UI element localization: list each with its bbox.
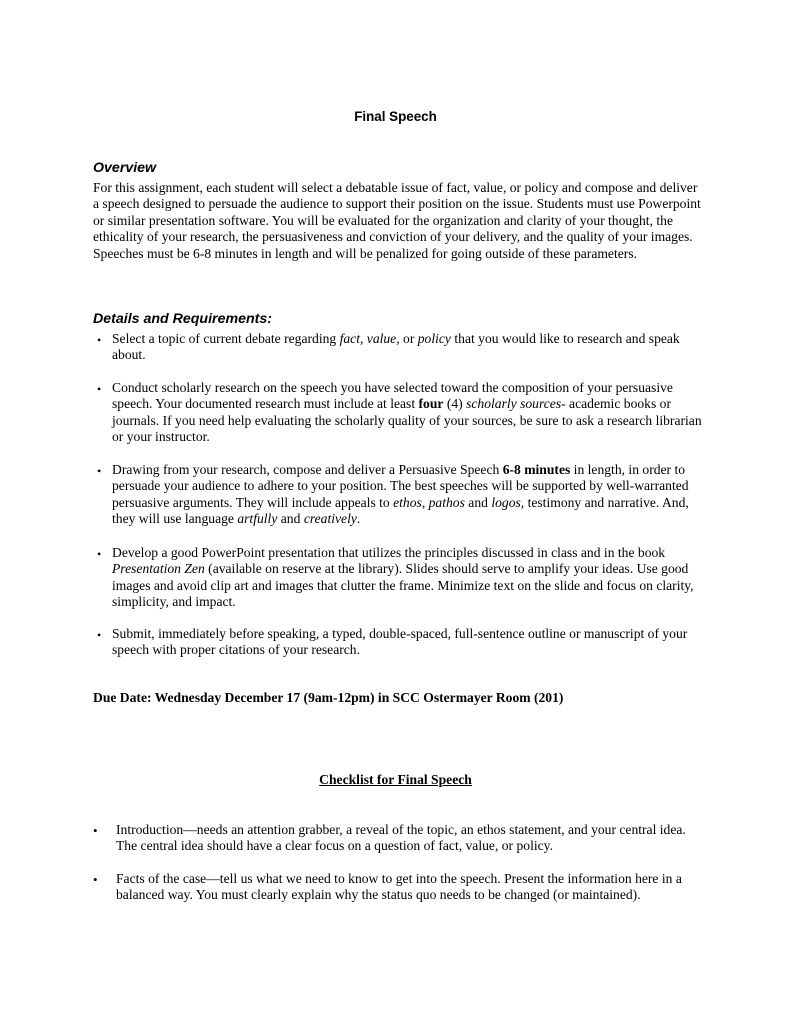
requirement-emphasis: value, <box>366 331 400 346</box>
bullet-icon: • <box>93 872 98 887</box>
requirement-text: and <box>464 494 492 510</box>
requirement-text: academic books or journals. If you need help evaluating the scholarly quality of your sources, be sure to ask a research librarian or your instructor. <box>112 396 702 445</box>
requirement-item-research <box>112 380 706 446</box>
checklist-item-facts: Facts of the case—tell us what we need to know to get into the speech. Present the information here in a balanced way. You must clearly explain why the status quo needs to be changed (or maintained). <box>116 871 682 903</box>
requirement-text: in length, in order to persuade your audience to adhere to your position. The best speeches will be supported by well-warranted persuasive arguments. They will include appeals to <box>112 462 689 510</box>
checklist-item-introduction: Introduction—needs an attention grabber, a reveal of the topic, an ethos statement, and your central idea. The central idea should have a clear focus on a question of fact, value, or policy. <box>116 822 686 854</box>
due-date: Due Date: Wednesday December 17 (9am-12pm) in SCC Ostermayer Room (201) <box>93 690 564 705</box>
requirement-strong: 6-8 minutes <box>502 462 571 477</box>
requirement-text: . <box>356 511 361 527</box>
requirement-emphasis: artfully <box>237 511 278 527</box>
requirement-item-speech <box>112 462 706 528</box>
requirement-text: Select a topic of current debate regarding <box>112 331 340 346</box>
requirement-emphasis: fact <box>339 331 360 346</box>
bullet-icon: • <box>97 547 102 561</box>
requirement-emphasis: scholarly sources- <box>466 396 566 412</box>
page-title: Final Speech <box>354 109 437 124</box>
requirement-strong: four <box>418 396 444 412</box>
requirement-text: testimony and narrative. And, they will use language <box>112 494 689 527</box>
requirement-text: Drawing from your research, compose and deliver a Persuasive Speech <box>112 462 503 477</box>
requirement-emphasis: policy <box>417 331 451 346</box>
requirement-emphasis: creatively <box>303 511 357 527</box>
requirement-item-topic <box>112 331 706 364</box>
bullet-icon: • <box>97 464 102 478</box>
requirement-text: (available on reserve at the library). Slides should serve to amplify your ideas. Use good images and avoid clip art and images that clutter the frame. Minimize text on the slide and focus on clarity, simplicity, and impact. <box>112 561 694 610</box>
requirement-text: , <box>359 331 367 346</box>
requirement-text: that you would like to research and speak about. <box>112 331 680 363</box>
requirement-text: Develop a good PowerPoint presentation that utilizes the principles discussed in class and in the book <box>112 545 666 560</box>
requirement-emphasis: Presentation Zen <box>112 561 205 577</box>
requirement-emphasis: ethos <box>393 494 422 510</box>
checklist-title: Checklist for Final Speech <box>319 772 472 787</box>
bullet-icon: • <box>97 628 102 642</box>
bullet-icon: • <box>93 823 98 838</box>
details-heading: Details and Requirements: <box>93 311 272 327</box>
requirement-text: Submit, immediately before speaking, a typed, double-spaced, full-sentence outline or manuscript of your speech with proper citations of your research. <box>112 626 688 658</box>
requirement-item-outline <box>112 626 706 659</box>
requirement-emphasis: pathos <box>428 494 465 510</box>
requirement-emphasis: logos, <box>491 494 525 510</box>
bullet-icon: • <box>97 333 102 347</box>
requirement-text: (4) <box>443 396 467 412</box>
requirement-text: or <box>399 331 418 346</box>
requirement-text: Conduct scholarly research on the speech you have selected toward the composition of your persuasive speech. Your documented research must include at least <box>112 380 673 412</box>
requirement-text: and <box>277 511 304 527</box>
requirement-item-powerpoint <box>112 545 706 611</box>
overview-heading: Overview <box>93 160 157 176</box>
requirement-text: , <box>421 494 429 510</box>
bullet-icon: • <box>97 382 102 396</box>
overview-paragraph: For this assignment, each student will select a debatable issue of fact, value, or policy and compose and deliver a speech designed to persuade the audience to support their position on the issue. Students must use Powerpoint or similar presentation software. You will be evaluated for the organization and clarity of your thought, the ethicality of your research, the persuasiveness and conviction of your delivery, and the quality of your images. Speeches must be 6-8 minutes in length and will be penalized for going outside of these parameters. <box>93 180 701 261</box>
